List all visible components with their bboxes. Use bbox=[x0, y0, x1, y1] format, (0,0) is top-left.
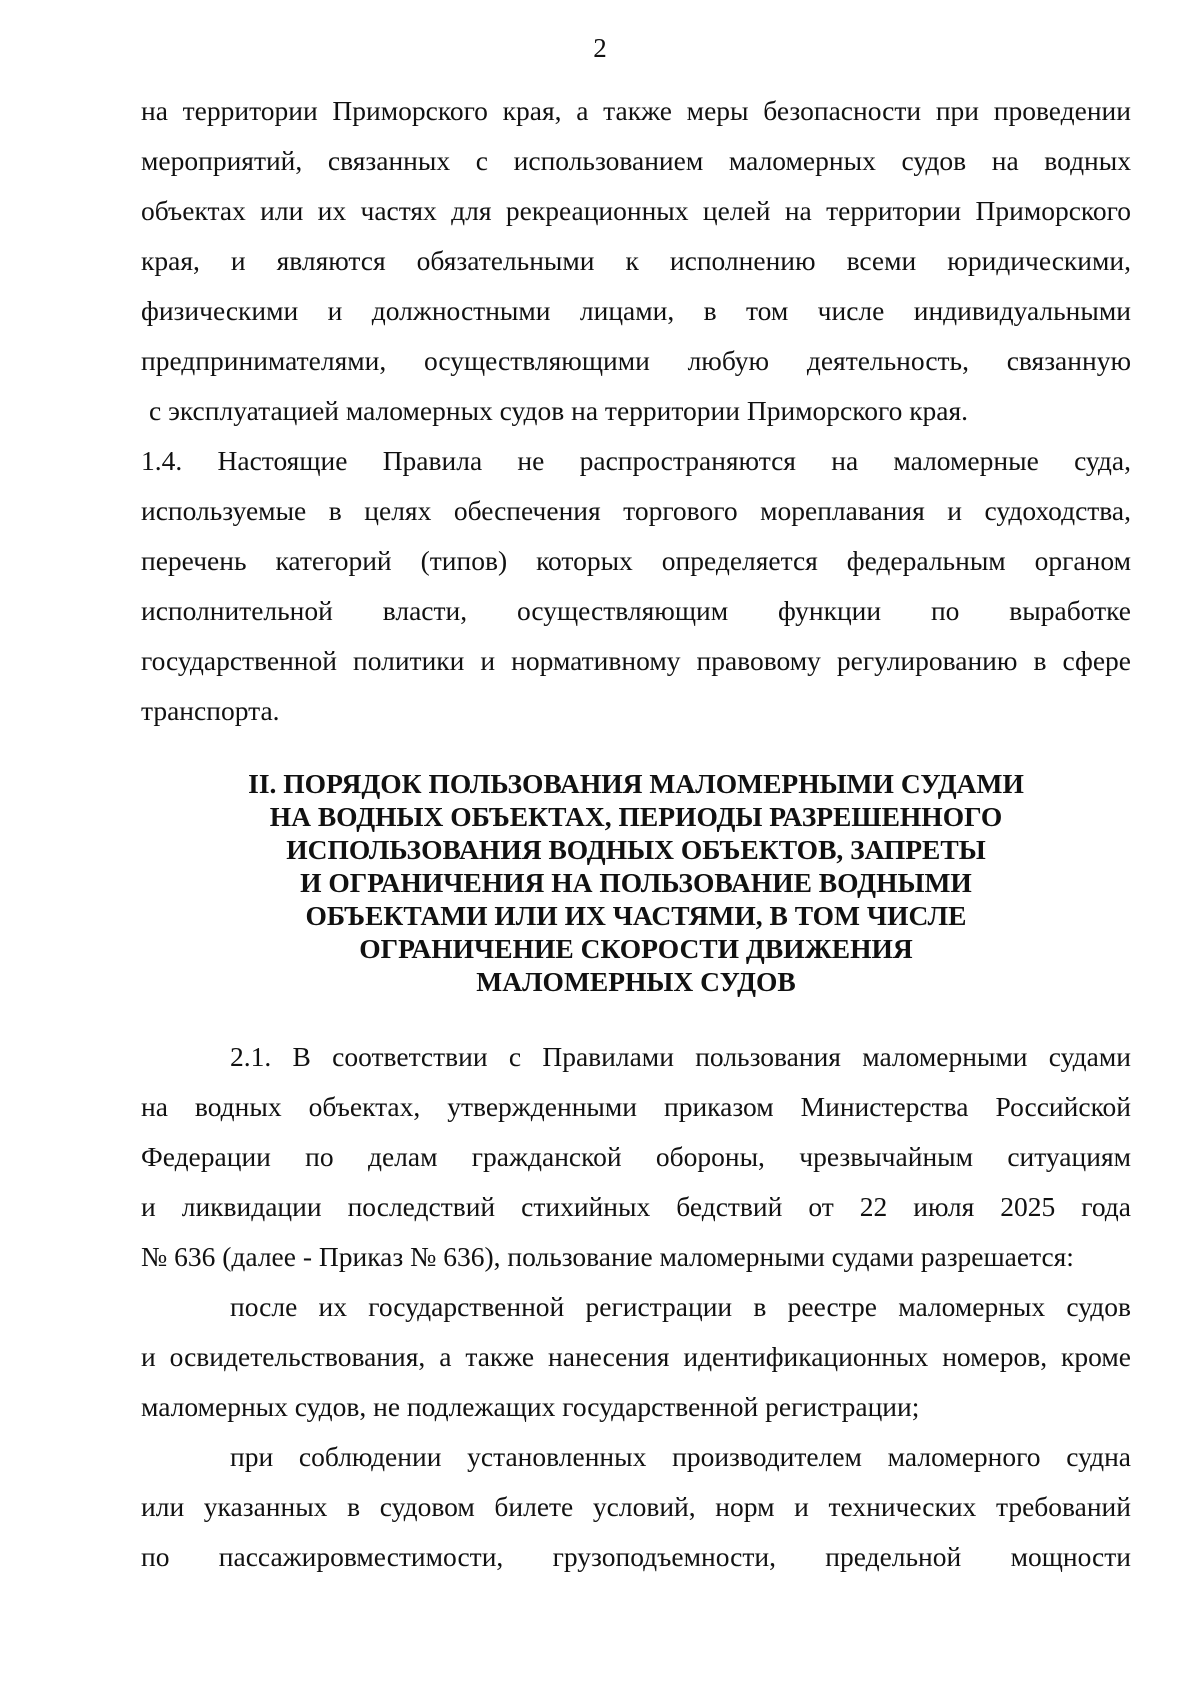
clause-1-4-line: государственной политики и нормативному правовому регулированию в сфере bbox=[141, 645, 1131, 676]
clause-1-4-line: транспорта. bbox=[141, 695, 280, 726]
section-heading-line: ИСПОЛЬЗОВАНИЯ ВОДНЫХ ОБЪЕКТОВ, ЗАПРЕТЫ bbox=[286, 834, 986, 865]
item-registration-line: после их государственной регистрации в реестре маломерных судов bbox=[230, 1291, 1131, 1322]
item-registration-line: маломерных судов, не подлежащих государственной регистрации; bbox=[141, 1391, 920, 1422]
intro-line: объектах или их частях для рекреационных целей на территории Приморского bbox=[141, 195, 1131, 226]
clause-2-1-line: и ликвидации последствий стихийных бедствий от 22 июля 2025 года bbox=[141, 1191, 1131, 1222]
item-compliance-line: при соблюдении установленных производителем маломерного судна bbox=[230, 1441, 1131, 1472]
intro-line: физическими и должностными лицами, в том числе индивидуальными bbox=[141, 295, 1131, 326]
section-heading bbox=[141, 767, 1131, 998]
clause-2-1-line: на водных объектах, утвержденными приказом Министерства Российской bbox=[141, 1091, 1131, 1122]
intro-line: предпринимателями, осуществляющими любую деятельность, связанную bbox=[141, 345, 1131, 376]
clause-1-4-line: используемые в целях обеспечения торгового мореплавания и судоходства, bbox=[141, 495, 1131, 526]
intro-line: края, и являются обязательными к исполнению всеми юридическими, bbox=[141, 245, 1131, 276]
section-heading-line: НА ВОДНЫХ ОБЪЕКТАХ, ПЕРИОДЫ РАЗРЕШЕННОГО bbox=[269, 801, 1003, 832]
clause-1-4 bbox=[141, 436, 1131, 736]
item-compliance bbox=[141, 1432, 1131, 1582]
clause-1-4-line: 1.4. Настоящие Правила не распространяются на маломерные суда, bbox=[141, 445, 1131, 476]
section-2-body bbox=[141, 1032, 1131, 1582]
item-registration bbox=[141, 1282, 1131, 1432]
page-number: 2 bbox=[593, 33, 607, 63]
item-compliance-line: по пассажировместимости, грузоподъемности, предельной мощности bbox=[141, 1541, 1131, 1572]
clause-2-1-line: Федерации по делам гражданской обороны, чрезвычайным ситуациям bbox=[141, 1141, 1131, 1172]
intro-line: на территории Приморского края, а также меры безопасности при проведении bbox=[141, 95, 1131, 126]
intro-line: с эксплуатацией маломерных судов на территории Приморского края. bbox=[149, 395, 969, 426]
item-compliance-line: или указанных в судовом билете условий, норм и технических требований bbox=[141, 1491, 1131, 1522]
section-heading-line: II. ПОРЯДОК ПОЛЬЗОВАНИЯ МАЛОМЕРНЫМИ СУДАМИ bbox=[248, 768, 1024, 799]
item-registration-line: и освидетельствования, а также нанесения идентификационных номеров, кроме bbox=[141, 1341, 1131, 1372]
section-heading-line: И ОГРАНИЧЕНИЯ НА ПОЛЬЗОВАНИЕ ВОДНЫМИ bbox=[300, 867, 972, 898]
section-heading-line: ОБЪЕКТАМИ ИЛИ ИХ ЧАСТЯМИ, В ТОМ ЧИСЛЕ bbox=[305, 900, 967, 931]
intro-paragraph bbox=[141, 86, 1131, 736]
clause-1-4-line: перечень категорий (типов) которых определяется федеральным органом bbox=[141, 545, 1131, 576]
intro-line: мероприятий, связанных с использованием маломерных судов на водных bbox=[141, 145, 1131, 176]
clause-2-1-line: 2.1. В соответствии с Правилами пользования маломерными судами bbox=[230, 1041, 1131, 1072]
clause-1-4-line: исполнительной власти, осуществляющим функции по выработке bbox=[141, 595, 1131, 626]
clause-2-1 bbox=[141, 1032, 1131, 1282]
section-heading-line: ОГРАНИЧЕНИЕ СКОРОСТИ ДВИЖЕНИЯ bbox=[359, 933, 913, 964]
section-heading-line: МАЛОМЕРНЫХ СУДОВ bbox=[476, 966, 796, 997]
clause-2-1-line: № 636 (далее - Приказ № 636), пользование маломерными судами разрешается: bbox=[141, 1241, 1074, 1272]
